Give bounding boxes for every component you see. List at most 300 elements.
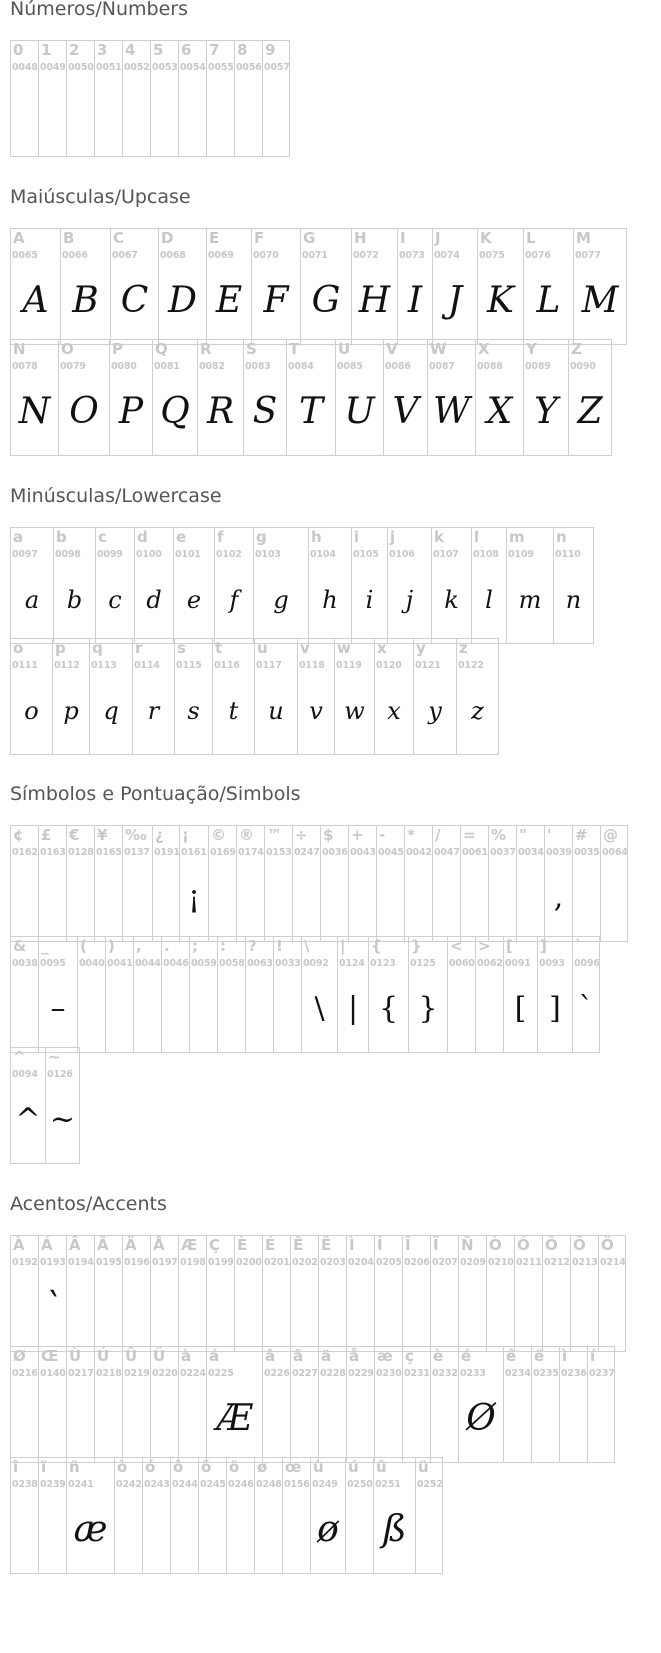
- glyph-code-label: 0086: [385, 361, 411, 372]
- glyph-char-label: í: [590, 1347, 596, 1365]
- glyph-cell: [573, 228, 627, 345]
- glyph-cell: [52, 638, 89, 755]
- glyph-sample: `: [43, 1287, 62, 1328]
- glyph-char-label: E: [209, 229, 220, 247]
- glyph-sample: [416, 1500, 442, 1560]
- glyph-char-label: p: [55, 639, 66, 657]
- glyph-cell: [251, 228, 300, 345]
- glyph-char-label: ': [547, 826, 552, 844]
- glyph-cell: [66, 40, 94, 157]
- glyph-char-label: Ë: [321, 1236, 332, 1254]
- glyph-cell: [133, 936, 161, 1053]
- glyph-code-label: 0224: [180, 1368, 206, 1379]
- glyph-cell: [150, 1235, 178, 1352]
- glyph-sample: [375, 1278, 402, 1338]
- glyph-sample: B: [72, 280, 99, 321]
- glyph-char-label: 3: [97, 41, 108, 59]
- glyph-cell: [89, 638, 132, 755]
- glyph-char-label: â: [265, 1347, 276, 1365]
- glyph-code-label: 0062: [477, 958, 503, 969]
- glyph-char-label: ]: [540, 937, 547, 955]
- glyph-cell: [503, 1346, 531, 1463]
- glyph-row: [10, 1457, 443, 1574]
- glyph-code-label: 0084: [288, 361, 314, 372]
- glyph-row: [10, 339, 612, 456]
- glyph-sample: F: [263, 280, 289, 321]
- glyph-char-label: €: [69, 826, 80, 844]
- glyph-char-label: <: [450, 937, 463, 955]
- glyph-cell: [334, 638, 374, 755]
- glyph-cell: [374, 1235, 402, 1352]
- glyph-cell: [290, 1235, 318, 1352]
- glyph-cell: [66, 1457, 114, 1574]
- glyph-sample: [291, 1278, 318, 1338]
- glyph-sample: I: [407, 280, 423, 321]
- glyph-cell: [122, 1346, 150, 1463]
- glyph-char-label: ÷: [295, 826, 308, 844]
- glyph-sample: –: [50, 991, 66, 1026]
- glyph-char-label: =: [463, 826, 476, 844]
- glyph-sample: |: [347, 991, 359, 1026]
- glyph-cell: [94, 825, 122, 942]
- glyph-char-label: /: [435, 826, 441, 844]
- glyph-char-label: 1: [41, 41, 52, 59]
- glyph-code-label: 0046: [163, 958, 189, 969]
- glyph-code-label: 0033: [275, 958, 301, 969]
- glyph-cell: [161, 936, 189, 1053]
- glyph-code-label: 0078: [12, 361, 38, 372]
- glyph-code-label: 0119: [336, 660, 362, 671]
- glyph-cell: [178, 40, 206, 157]
- glyph-code-label: 0068: [160, 250, 186, 261]
- glyph-char-label: Ä: [125, 1236, 137, 1254]
- glyph-cell: [374, 638, 413, 755]
- glyph-sample: b: [66, 586, 83, 614]
- glyph-char-label: ä: [321, 1347, 332, 1365]
- glyph-code-label: 0077: [575, 250, 601, 261]
- glyph-cell: [351, 527, 387, 644]
- glyph-sample: }: [418, 991, 438, 1026]
- section-title: Símbolos e Pontuação/Simbols: [10, 783, 301, 805]
- glyph-code-label: 0174: [238, 847, 264, 858]
- glyph-char-label: Ø: [13, 1347, 26, 1365]
- glyph-cell: [10, 1235, 38, 1352]
- glyph-sample: [346, 1500, 373, 1560]
- glyph-cell: [132, 638, 174, 755]
- glyph-sample: [349, 868, 376, 928]
- glyph-cell: [544, 825, 572, 942]
- glyph-char-label: ": [519, 826, 527, 844]
- glyph-char-label: ô: [173, 1458, 184, 1476]
- section-title: Números/Numbers: [10, 0, 188, 20]
- glyph-char-label: q: [92, 639, 103, 657]
- glyph-sample: [95, 1389, 122, 1449]
- section-title: Maiúsculas/Upcase: [10, 186, 191, 208]
- glyph-cell: [158, 228, 206, 345]
- glyph-code-label: 0251: [375, 1479, 401, 1490]
- glyph-cell: [404, 825, 432, 942]
- glyph-char-label: Î: [405, 1236, 411, 1254]
- glyph-sample: [431, 1389, 458, 1449]
- glyph-sample: J: [447, 280, 463, 321]
- glyph-code-label: 0093: [539, 958, 565, 969]
- glyph-cell: [170, 1457, 198, 1574]
- glyph-cell: [150, 40, 178, 157]
- glyph-code-label: 0082: [199, 361, 225, 372]
- glyph-code-label: 0128: [68, 847, 94, 858]
- glyph-char-label: m: [509, 528, 525, 546]
- glyph-code-label: 0238: [12, 1479, 38, 1490]
- glyph-code-label: 0206: [404, 1257, 430, 1268]
- glyph-cell: [189, 936, 217, 1053]
- glyph-code-label: 0107: [433, 549, 459, 560]
- glyph-sample: O: [69, 391, 99, 432]
- glyph-sample: ø: [317, 1509, 339, 1550]
- glyph-char-label: 8: [237, 41, 248, 59]
- glyph-sample: [504, 1389, 531, 1449]
- glyph-cell: [10, 40, 38, 157]
- glyph-char-label: k: [434, 528, 444, 546]
- glyph-code-label: 0194: [68, 1257, 94, 1268]
- glyph-char-label: r: [135, 639, 143, 657]
- glyph-char-label: Z: [571, 340, 582, 358]
- glyph-char-label: œ: [285, 1458, 302, 1476]
- glyph-char-label: [: [506, 937, 513, 955]
- glyph-char-label: £: [41, 826, 52, 844]
- glyph-sample: ¡: [187, 880, 201, 915]
- glyph-code-label: 0120: [376, 660, 402, 671]
- glyph-cell: [456, 638, 499, 755]
- glyph-cell: [301, 936, 337, 1053]
- glyph-code-label: 0229: [348, 1368, 374, 1379]
- glyph-code-label: 0088: [477, 361, 503, 372]
- glyph-code-label: 0079: [60, 361, 86, 372]
- glyph-sample: [265, 868, 292, 928]
- glyph-code-label: 0228: [320, 1368, 346, 1379]
- glyph-cell: [486, 1235, 514, 1352]
- glyph-code-label: 0113: [91, 660, 117, 671]
- glyph-sample: [134, 979, 161, 1039]
- glyph-char-label: >: [478, 937, 491, 955]
- glyph-sample: [153, 868, 179, 928]
- glyph-cell: [432, 825, 460, 942]
- glyph-row: [10, 228, 627, 345]
- glyph-cell: [94, 1346, 122, 1463]
- glyph-cell: [600, 825, 628, 942]
- glyph-char-label: ©: [211, 826, 226, 844]
- glyph-sample: U: [344, 391, 375, 432]
- glyph-code-label: 0140: [40, 1368, 66, 1379]
- glyph-cell: [53, 527, 95, 644]
- glyph-cell: [38, 936, 77, 1053]
- glyph-cell: [10, 825, 38, 942]
- glyph-char-label: ?: [248, 937, 257, 955]
- glyph-char-label: ù: [313, 1458, 324, 1476]
- glyph-cell: [206, 1346, 262, 1463]
- glyph-code-label: 0061: [462, 847, 488, 858]
- glyph-char-label: ;: [192, 937, 198, 955]
- glyph-char-label: Y: [526, 340, 537, 358]
- glyph-sample: W: [432, 391, 470, 432]
- glyph-sample: Q: [160, 391, 190, 432]
- glyph-cell: [234, 1235, 262, 1352]
- glyph-sample: Y: [534, 391, 558, 432]
- glyph-cell: [206, 228, 251, 345]
- glyph-sample: S: [252, 391, 278, 432]
- glyph-code-label: 0156: [284, 1479, 310, 1490]
- glyph-sample: [11, 1389, 38, 1449]
- glyph-sample: {: [378, 991, 399, 1026]
- glyph-cell: [351, 228, 397, 345]
- glyph-cell: [179, 825, 208, 942]
- glyph-char-label: A: [13, 229, 25, 247]
- glyph-sample: [263, 1278, 290, 1338]
- glyph-char-label: å: [349, 1347, 360, 1365]
- glyph-sample: [377, 868, 404, 928]
- glyph-cell: [254, 638, 297, 755]
- glyph-char-label: 4: [125, 41, 136, 59]
- glyph-cell: [152, 339, 197, 456]
- glyph-cell: [337, 936, 368, 1053]
- glyph-cell: [245, 936, 273, 1053]
- glyph-char-label: ¡: [182, 826, 189, 844]
- glyph-char-label: Ç: [209, 1236, 221, 1254]
- glyph-cell: [109, 339, 152, 456]
- glyph-char-label: ñ: [69, 1458, 80, 1476]
- glyph-code-label: 0076: [525, 250, 551, 261]
- glyph-sample: [67, 868, 94, 928]
- glyph-code-label: 0064: [602, 847, 628, 858]
- glyph-row: [10, 936, 600, 1053]
- glyph-sample: h: [322, 586, 338, 614]
- glyph-code-label: 0241: [68, 1479, 94, 1490]
- glyph-sample: K: [487, 280, 514, 321]
- glyph-cell: [10, 936, 38, 1053]
- glyph-code-label: 0210: [488, 1257, 514, 1268]
- glyph-cell: [142, 1457, 170, 1574]
- glyph-code-label: 0094: [12, 1069, 38, 1080]
- glyph-sample: p: [63, 697, 79, 725]
- glyph-cell: [430, 1235, 458, 1352]
- glyph-char-label: w: [337, 639, 351, 657]
- glyph-char-label: l: [474, 528, 480, 546]
- glyph-char-label: é: [461, 1347, 472, 1365]
- glyph-sample: [403, 1389, 430, 1449]
- glyph-code-label: 0087: [429, 361, 455, 372]
- glyph-cell: [262, 40, 290, 157]
- glyph-code-label: 0052: [124, 62, 150, 73]
- glyph-char-label: ö: [229, 1458, 240, 1476]
- glyph-char-label: #: [575, 826, 588, 844]
- glyph-sample: [573, 868, 600, 928]
- glyph-char-label: Â: [69, 1236, 81, 1254]
- glyph-cell: [282, 1457, 310, 1574]
- glyph-code-label: 0100: [136, 549, 162, 560]
- glyph-char-label: Ñ: [461, 1236, 474, 1254]
- glyph-cell: [212, 638, 254, 755]
- glyph-cell: [10, 638, 52, 755]
- glyph-char-label: Á: [41, 1236, 53, 1254]
- glyph-sample: R: [206, 391, 235, 432]
- glyph-code-label: 0057: [264, 62, 290, 73]
- glyph-sample: [11, 1500, 38, 1560]
- glyph-sample: [218, 979, 245, 1039]
- glyph-cell: [273, 936, 301, 1053]
- glyph-char-label: Q: [155, 340, 168, 358]
- glyph-cell: [208, 825, 236, 942]
- glyph-char-label: Æ: [181, 1236, 198, 1254]
- glyph-sample: e: [186, 586, 202, 614]
- glyph-sample: [293, 868, 320, 928]
- section-title: Acentos/Accents: [10, 1193, 167, 1215]
- glyph-cell: [506, 527, 553, 644]
- glyph-code-label: 0075: [479, 250, 505, 261]
- glyph-code-label: 0034: [518, 847, 544, 858]
- glyph-row: [10, 527, 594, 644]
- glyph-code-label: 0067: [112, 250, 138, 261]
- glyph-sample: [291, 1389, 318, 1449]
- glyph-char-label: è: [433, 1347, 444, 1365]
- glyph-cell: [523, 228, 573, 345]
- glyph-char-label: æ: [377, 1347, 393, 1365]
- glyph-code-label: 0230: [376, 1368, 402, 1379]
- glyph-cell: [402, 1235, 430, 1352]
- glyph-char-label: P: [112, 340, 123, 358]
- glyph-sample: N: [18, 391, 51, 432]
- glyph-code-label: 0092: [303, 958, 329, 969]
- glyph-char-label: i: [354, 528, 360, 546]
- glyph-char-label: ‰: [125, 826, 147, 844]
- glyph-sample: [199, 1500, 226, 1560]
- glyph-sample: z: [471, 697, 484, 725]
- glyph-sample: i: [365, 586, 374, 614]
- glyph-cell: [114, 1457, 142, 1574]
- glyph-code-label: 0200: [236, 1257, 262, 1268]
- glyph-sample: [39, 1389, 66, 1449]
- glyph-cell: [335, 339, 383, 456]
- glyph-sample: [283, 1500, 310, 1560]
- glyph-char-label: û: [376, 1458, 387, 1476]
- glyph-sample: ~: [49, 1102, 76, 1137]
- glyph-code-label: 0162: [12, 847, 38, 858]
- glyph-sample: q: [103, 697, 119, 725]
- glyph-sample: H: [358, 280, 391, 321]
- glyph-sample: [227, 1500, 254, 1560]
- glyph-char-label: ^: [13, 1048, 26, 1066]
- glyph-code-label: 0121: [415, 660, 441, 671]
- glyph-code-label: 0193: [40, 1257, 66, 1268]
- glyph-cell: [77, 936, 105, 1053]
- glyph-code-label: 0122: [458, 660, 484, 671]
- glyph-sample: [67, 1389, 94, 1449]
- glyph-sample: [39, 1500, 66, 1560]
- glyph-char-label: n: [556, 528, 567, 546]
- glyph-code-label: 0234: [505, 1368, 531, 1379]
- glyph-sample: u: [268, 697, 284, 725]
- glyph-char-label: v: [300, 639, 310, 657]
- glyph-sample: [448, 979, 475, 1039]
- glyph-code-label: 0250: [347, 1479, 373, 1490]
- glyph-code-label: 0153: [266, 847, 292, 858]
- glyph-cell: [94, 40, 122, 157]
- glyph-cell: [173, 527, 214, 644]
- glyph-code-label: 0216: [12, 1368, 38, 1379]
- glyph-code-label: 0080: [111, 361, 137, 372]
- glyph-sample: k: [444, 586, 459, 614]
- glyph-code-label: 0202: [292, 1257, 318, 1268]
- glyph-sample: [11, 868, 38, 928]
- glyph-cell: [572, 825, 600, 942]
- glyph-char-label: +: [351, 826, 364, 844]
- glyph-code-label: 0116: [214, 660, 240, 671]
- glyph-code-label: 0203: [320, 1257, 346, 1268]
- glyph-sample: [263, 83, 289, 143]
- glyph-cell: [122, 825, 152, 942]
- glyph-code-label: 0074: [434, 250, 460, 261]
- glyph-char-label: ò: [117, 1458, 128, 1476]
- glyph-char-label: e: [176, 528, 187, 546]
- glyph-char-label: L: [526, 229, 536, 247]
- glyph-sample: f: [229, 586, 239, 614]
- glyph-char-label: Ã: [97, 1236, 109, 1254]
- glyph-sample: ,: [553, 880, 564, 915]
- glyph-sample: [601, 868, 627, 928]
- glyph-char-label: x: [377, 639, 387, 657]
- glyph-char-label: Ê: [293, 1236, 304, 1254]
- glyph-code-label: 0219: [124, 1368, 150, 1379]
- glyph-cell: [475, 339, 523, 456]
- glyph-char-label: z: [459, 639, 468, 657]
- glyph-code-label: 0095: [40, 958, 66, 969]
- glyph-code-label: 0192: [12, 1257, 38, 1268]
- glyph-code-label: 0041: [107, 958, 133, 969]
- glyph-char-label: -: [379, 826, 386, 844]
- glyph-char-label: 5: [153, 41, 164, 59]
- glyph-cell: [178, 1235, 206, 1352]
- glyph-code-label: 0055: [208, 62, 234, 73]
- glyph-cell: [214, 527, 253, 644]
- glyph-sample: [39, 868, 66, 928]
- glyph-sample: [599, 1278, 625, 1338]
- glyph-code-label: 0106: [389, 549, 415, 560]
- glyph-code-label: 0125: [410, 958, 436, 969]
- glyph-sample: [517, 868, 544, 928]
- glyph-sample: æ: [73, 1509, 108, 1550]
- glyph-char-label: o: [13, 639, 24, 657]
- glyph-char-label: Û: [125, 1347, 138, 1365]
- glyph-sample: [179, 1278, 206, 1338]
- glyph-char-label: X: [478, 340, 490, 358]
- glyph-sample: Æ: [216, 1398, 253, 1439]
- glyph-cell: [243, 339, 286, 456]
- glyph-code-label: 0059: [191, 958, 217, 969]
- glyph-sample: V: [392, 391, 419, 432]
- glyph-char-label: Ú: [97, 1347, 110, 1365]
- glyph-cell: [373, 1457, 415, 1574]
- glyph-char-label: õ: [201, 1458, 212, 1476]
- glyph-cell: [234, 40, 262, 157]
- glyph-char-label: F: [254, 229, 265, 247]
- glyph-sample: j: [405, 586, 414, 614]
- glyph-code-label: 0252: [417, 1479, 443, 1490]
- glyph-cell: [10, 339, 58, 456]
- glyph-char-label: ë: [534, 1347, 545, 1365]
- glyph-char-label: Ü: [153, 1347, 166, 1365]
- glyph-sample: [405, 868, 432, 928]
- glyph-cell: [58, 339, 109, 456]
- glyph-cell: [432, 228, 477, 345]
- glyph-char-label: Ó: [517, 1236, 530, 1254]
